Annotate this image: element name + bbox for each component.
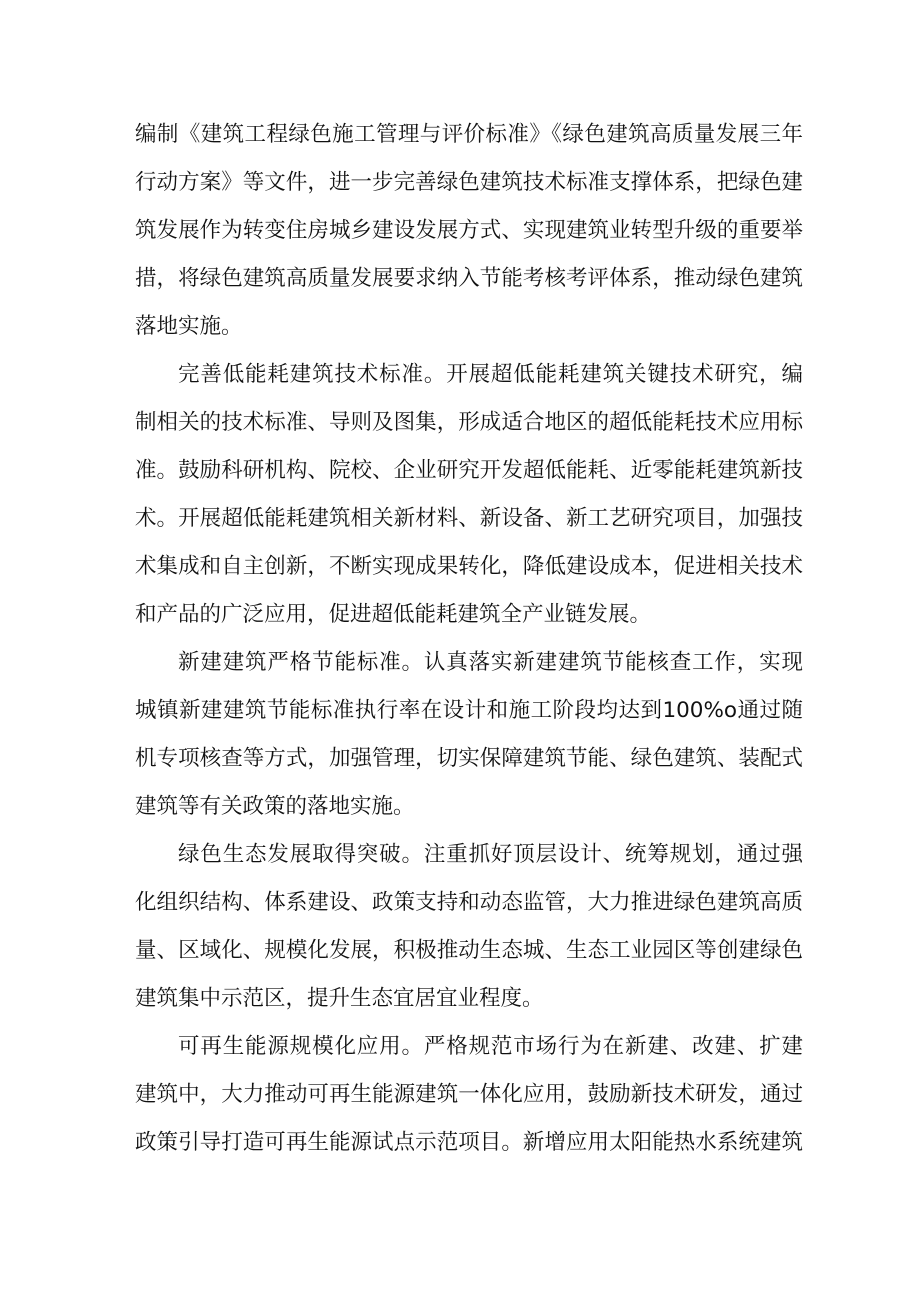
text-line: 术。开展超低能耗建筑相关新材料、新设备、新工艺研究项目，加强技	[135, 506, 803, 531]
text-line: 落地实施。	[135, 314, 243, 339]
text-line: 城镇新建建筑节能标准执行率在设计和施工阶段均达到100%o通过随	[135, 698, 803, 723]
text-line: 制相关的技术标准、导则及图集，形成适合地区的超低能耗技术应用标	[135, 410, 803, 435]
text-line: 量、区域化、规模化发展，积极推动生态城、生态工业园区等创建绿色	[135, 938, 803, 963]
text-line: 措，将绿色建筑高质量发展要求纳入节能考核考评体系，推动绿色建筑	[135, 266, 803, 291]
text-line: 准。鼓励科研机构、院校、企业研究开发超低能耗、近零能耗建筑新技	[135, 458, 803, 483]
text-line: 新建建筑严格节能标准。认真落实新建建筑节能核查工作，实现	[178, 650, 803, 675]
text-line: 行动方案》等文件，进一步完善绿色建筑技术标准支撑体系，把绿色建	[135, 170, 803, 195]
text-line: 编制《建筑工程绿色施工管理与评价标准》《绿色建筑高质量发展三年	[135, 122, 803, 147]
text-line: 筑发展作为转变住房城乡建设发展方式、实现建筑业转型升级的重要举	[135, 218, 803, 243]
text-line: 可再生能源规模化应用。严格规范市场行为在新建、改建、扩建	[178, 1034, 803, 1059]
text-line: 政策引导打造可再生能源试点示范项目。新增应用太阳能热水系统建筑	[135, 1130, 803, 1155]
text-line: 建筑中，大力推动可再生能源建筑一体化应用，鼓励新技术研发，通过	[135, 1082, 803, 1107]
text-line: 建筑等有关政策的落地实施。	[135, 794, 415, 819]
document-body	[135, 111, 803, 1167]
text-line: 建筑集中示范区，提升生态宜居宜业程度。	[135, 986, 544, 1011]
text-line: 机专项核查等方式，加强管理，切实保障建筑节能、绿色建筑、装配式	[135, 746, 803, 771]
text-line: 和产品的广泛应用，促进超低能耗建筑全产业链发展。	[135, 602, 652, 627]
text-line: 术集成和自主创新，不断实现成果转化，降低建设成本，促进相关技术	[135, 554, 803, 579]
text-line: 化组织结构、体系建设、政策支持和动态监管，大力推进绿色建筑高质	[135, 890, 803, 915]
text-line: 绿色生态发展取得突破。注重抓好顶层设计、统筹规划，通过强	[178, 842, 803, 867]
text-line: 完善低能耗建筑技术标准。开展超低能耗建筑关键技术研究，编	[178, 362, 803, 387]
